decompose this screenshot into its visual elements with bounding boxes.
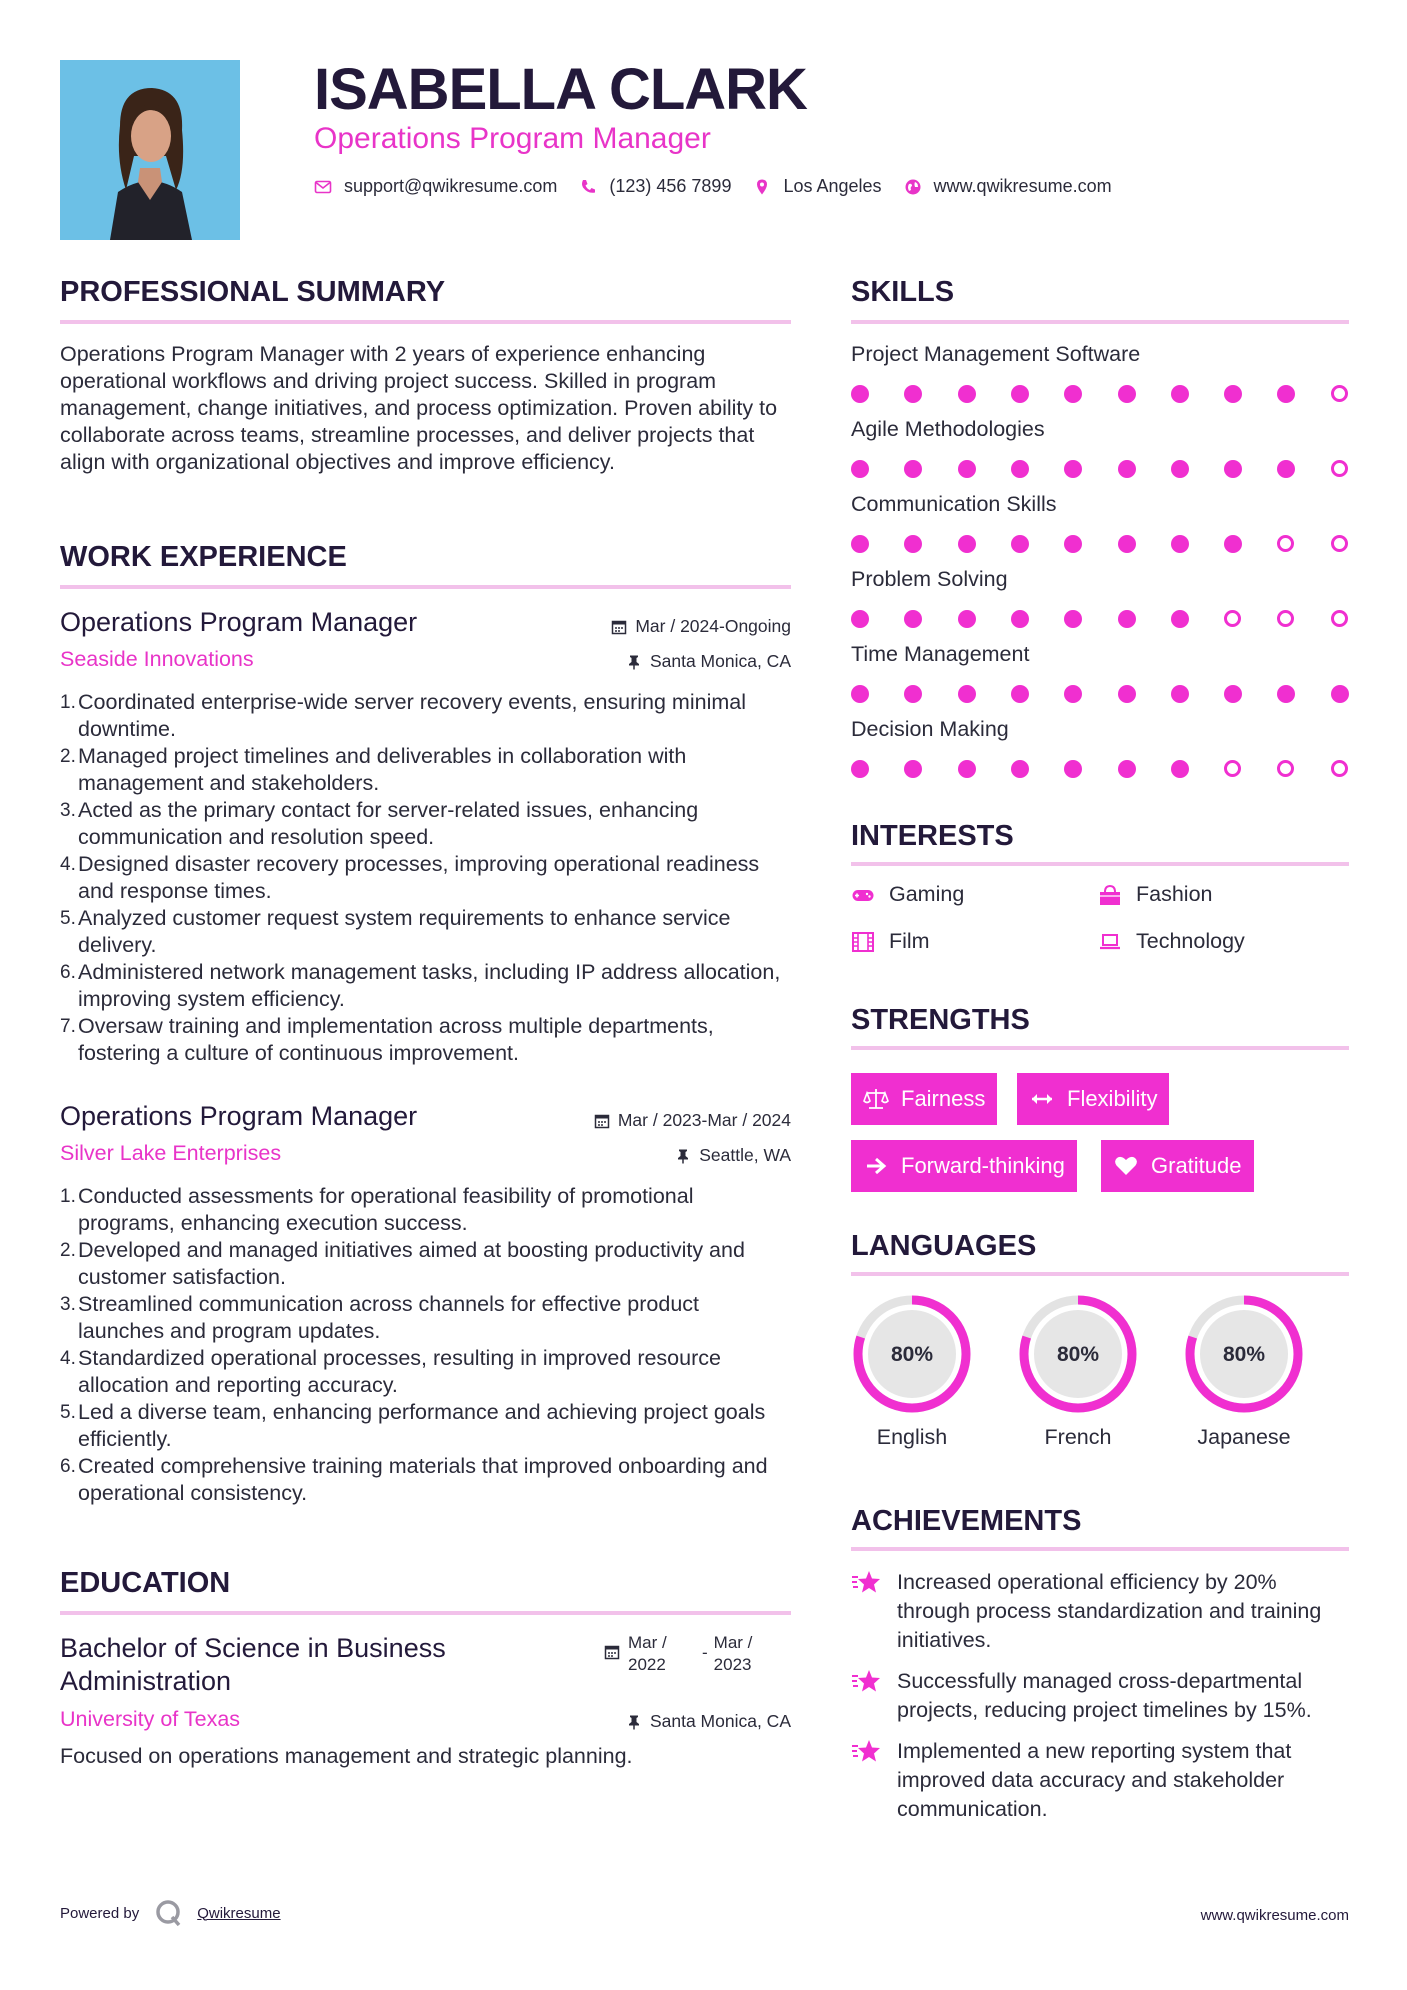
skill-rating — [851, 535, 1349, 555]
pushpin-icon — [675, 1148, 691, 1164]
date-separator: - — [702, 1643, 708, 1662]
bullet-item — [60, 1183, 791, 1237]
language-name: French — [1044, 1425, 1112, 1449]
skills-divider — [851, 320, 1349, 324]
strength-label: Gratitude — [1151, 1153, 1242, 1178]
skill-rating — [851, 760, 1349, 780]
rating-dot-filled — [1011, 460, 1029, 478]
balance-scale-icon — [863, 1086, 889, 1112]
interest-fashion — [1098, 882, 1213, 907]
rating-dot-filled — [1118, 535, 1136, 553]
achievement-item — [851, 1568, 1349, 1655]
achievements-heading: ACHIEVEMENTS — [851, 1505, 1082, 1537]
rating-dot-empty — [1224, 610, 1241, 627]
rating-dot-filled — [1011, 385, 1029, 403]
rating-dot-filled — [1171, 685, 1189, 703]
bullet-number: 2. — [60, 746, 76, 767]
strength-flexibility — [1017, 1073, 1169, 1125]
summary-heading: PROFESSIONAL SUMMARY — [60, 276, 446, 308]
achievement-text: Implemented a new reporting system that improved data accuracy and stakeholder communication. — [897, 1739, 1292, 1821]
bullet-item — [60, 851, 791, 905]
candidate-role: Operations Program Manager — [314, 122, 711, 155]
rating-dot-filled — [1011, 535, 1029, 553]
job-location — [626, 651, 791, 672]
end-date: Mar / 2023 — [713, 1633, 753, 1674]
rating-dot-filled — [851, 385, 869, 403]
skill-name: Decision Making — [851, 717, 1009, 741]
skill-row — [851, 642, 1349, 705]
interests-heading: INTERESTS — [851, 820, 1014, 852]
strength-fairness — [851, 1073, 997, 1125]
skill-row — [851, 717, 1349, 780]
bullet-number: 3. — [60, 1294, 76, 1315]
pushpin-icon — [626, 1714, 642, 1730]
education-dates — [604, 1632, 784, 1676]
rating-dot-empty — [1331, 535, 1348, 552]
bullet-text: Administered network management tasks, including IP address allocation, improving system efficiency. — [78, 960, 781, 1011]
language-item — [851, 1293, 973, 1450]
rating-dot-empty — [1224, 760, 1241, 777]
bullet-number: 6. — [60, 962, 76, 983]
email-text: support@qwikresume.com — [344, 176, 558, 196]
rating-dot-filled — [1331, 685, 1349, 703]
education-heading: EDUCATION — [60, 1567, 231, 1599]
rating-dot-empty — [1331, 460, 1348, 477]
rating-dot-empty — [1331, 760, 1348, 777]
bullet-text: Conducted assessments for operational feasibility of promotional programs, enhancing execution success. — [78, 1184, 694, 1235]
rating-dot-empty — [1277, 760, 1294, 777]
skill-name: Communication Skills — [851, 492, 1057, 516]
bullet-item — [60, 959, 791, 1013]
school-name: University of Texas — [60, 1707, 241, 1731]
skill-row — [851, 417, 1349, 480]
heart-icon — [1113, 1153, 1139, 1179]
education-location — [626, 1711, 791, 1732]
star-icon — [851, 1667, 883, 1697]
bullet-text: Developed and managed initiatives aimed at boosting productivity and customer satisfaction. — [78, 1238, 745, 1289]
rating-dot-filled — [1118, 685, 1136, 703]
rating-dot-filled — [1011, 760, 1029, 778]
skill-row — [851, 492, 1349, 555]
language-percent: 80% — [1056, 1343, 1100, 1366]
rating-dot-filled — [1224, 460, 1242, 478]
achievement-item — [851, 1667, 1349, 1725]
bullet-number: 5. — [60, 908, 76, 929]
job-location — [675, 1145, 791, 1166]
right-column — [851, 0, 1349, 1990]
calendar-icon — [594, 1113, 610, 1129]
rating-dot-filled — [1277, 685, 1295, 703]
rating-dot-filled — [958, 760, 976, 778]
rating-dot-filled — [1171, 535, 1189, 553]
location-text: Santa Monica, CA — [649, 651, 791, 671]
rating-dot-filled — [851, 760, 869, 778]
rating-dot-filled — [851, 610, 869, 628]
bullet-number: 6. — [60, 1456, 76, 1477]
location-text: Seattle, WA — [699, 1145, 791, 1165]
rating-dot-filled — [904, 385, 922, 403]
rating-dot-filled — [958, 685, 976, 703]
rating-dot-empty — [1277, 610, 1294, 627]
skills-heading: SKILLS — [851, 276, 955, 308]
bullet-number: 3. — [60, 800, 76, 821]
arrows-horizontal-icon — [1029, 1086, 1055, 1112]
bullet-item — [60, 1399, 791, 1453]
summary-text: Operations Program Manager with 2 years of experience enhancing operational workflows and driving project success. Skilled in program management, change initiatives, and process optimization. Proven ability to collaborate across teams, streamline processes, and deliver projects that align with organizational objectives and improve efficiency. — [60, 342, 778, 474]
skill-rating — [851, 385, 1349, 405]
rating-dot-empty — [1277, 535, 1294, 552]
rating-dot-filled — [1118, 760, 1136, 778]
bullet-item — [60, 1237, 791, 1291]
bullet-text: Designed disaster recovery processes, improving operational readiness and response times. — [78, 852, 760, 903]
qwikresume-logo-icon — [153, 1898, 183, 1928]
rating-dot-filled — [1224, 535, 1242, 553]
work-heading: WORK EXPERIENCE — [60, 541, 347, 573]
rating-dot-filled — [958, 385, 976, 403]
rating-dot-filled — [1064, 385, 1082, 403]
language-progress-ring — [1017, 1293, 1139, 1415]
rating-dot-filled — [1171, 385, 1189, 403]
powered-by-text: Powered by — [60, 1904, 140, 1922]
interest-film — [851, 929, 930, 954]
rating-dot-empty — [1331, 385, 1348, 402]
rating-dot-filled — [1011, 685, 1029, 703]
rating-dot-filled — [851, 460, 869, 478]
rating-dot-filled — [1277, 460, 1295, 478]
skill-name: Problem Solving — [851, 567, 1008, 591]
brand-link[interactable]: Qwikresume — [197, 1904, 281, 1922]
star-icon — [851, 1737, 883, 1767]
language-item — [1017, 1293, 1139, 1450]
star-icon — [851, 1568, 883, 1598]
bullet-text: Managed project timelines and deliverables in collaboration with management and stakeholders. — [78, 744, 687, 795]
achievement-text: Increased operational efficiency by 20% through process standardization and training initiatives. — [897, 1570, 1322, 1652]
rating-dot-filled — [958, 460, 976, 478]
bullet-text: Oversaw training and implementation across multiple departments, fostering a culture of continuous improvement. — [78, 1014, 714, 1065]
rating-dot-filled — [1171, 760, 1189, 778]
rating-dot-filled — [958, 535, 976, 553]
rating-dot-filled — [1011, 610, 1029, 628]
arrow-right-icon — [863, 1153, 889, 1179]
location-text: Los Angeles — [783, 176, 882, 196]
shopping-bag-icon — [1098, 883, 1122, 907]
language-item — [1183, 1293, 1305, 1450]
bullet-text: Acted as the primary contact for server-related issues, enhancing communication and resolution speed. — [78, 798, 699, 849]
language-percent: 80% — [1222, 1343, 1266, 1366]
bullet-item — [60, 689, 791, 743]
interest-label: Fashion — [1136, 882, 1213, 906]
pushpin-icon — [626, 654, 642, 670]
rating-dot-filled — [1064, 610, 1082, 628]
calendar-icon — [611, 619, 627, 635]
candidate-name: ISABELLA CLARK — [314, 57, 807, 122]
language-name: Japanese — [1197, 1425, 1291, 1449]
bullet-item — [60, 1013, 791, 1067]
bullet-item — [60, 905, 791, 959]
rating-dot-filled — [1064, 760, 1082, 778]
rating-dot-filled — [904, 685, 922, 703]
bullet-text: Standardized operational processes, resulting in improved resource allocation and reporting accuracy. — [78, 1346, 721, 1397]
language-percent: 80% — [890, 1343, 934, 1366]
interests-divider — [851, 862, 1349, 866]
job-title: Operations Program Manager — [60, 607, 418, 637]
interest-technology — [1098, 929, 1245, 954]
location-text: Santa Monica, CA — [649, 1711, 791, 1731]
skill-name: Agile Methodologies — [851, 417, 1045, 441]
laptop-icon — [1098, 930, 1122, 954]
achievement-text: Successfully managed cross-departmental projects, reducing project timelines by 15%. — [897, 1669, 1312, 1722]
interest-gaming — [851, 882, 964, 907]
strength-label: Flexibility — [1067, 1086, 1158, 1111]
rating-dot-filled — [904, 760, 922, 778]
interest-label: Gaming — [889, 882, 965, 906]
film-icon — [851, 930, 875, 954]
strength-forward-thinking — [851, 1140, 1077, 1192]
rating-dot-filled — [904, 460, 922, 478]
skill-name: Time Management — [851, 642, 1030, 666]
rating-dot-filled — [904, 610, 922, 628]
interest-label: Technology — [1136, 929, 1245, 953]
start-date: Mar / 2022 — [628, 1633, 667, 1674]
skill-rating — [851, 685, 1349, 705]
languages-divider — [851, 1272, 1349, 1276]
bullet-item — [60, 1345, 791, 1399]
bullet-number: 4. — [60, 854, 76, 875]
calendar-icon — [604, 1644, 620, 1660]
job-bullets — [60, 689, 791, 1067]
job-dates — [594, 1110, 791, 1131]
rating-dot-filled — [1064, 685, 1082, 703]
strength-label: Fairness — [901, 1086, 986, 1111]
bullet-number: 5. — [60, 1402, 76, 1423]
rating-dot-filled — [1171, 610, 1189, 628]
rating-dot-filled — [1118, 610, 1136, 628]
rating-dot-filled — [851, 685, 869, 703]
footer-powered — [60, 1898, 281, 1928]
bullet-number: 2. — [60, 1240, 76, 1261]
strengths-divider — [851, 1046, 1349, 1050]
interest-label: Film — [889, 929, 930, 953]
bullet-number: 4. — [60, 1348, 76, 1369]
language-progress-ring — [851, 1293, 973, 1415]
bullet-text: Created comprehensive training materials that improved onboarding and operational consistency. — [78, 1454, 768, 1505]
phone-text: (123) 456 7899 — [609, 176, 732, 196]
rating-dot-filled — [1118, 385, 1136, 403]
strength-label: Forward-thinking — [901, 1153, 1065, 1178]
gamepad-icon — [851, 883, 875, 907]
job-bullets — [60, 1183, 791, 1507]
rating-dot-filled — [1064, 535, 1082, 553]
bullet-item — [60, 743, 791, 797]
skill-rating — [851, 460, 1349, 480]
education-divider — [60, 1611, 791, 1615]
rating-dot-filled — [1277, 385, 1295, 403]
rating-dot-filled — [1171, 460, 1189, 478]
skill-rating — [851, 610, 1349, 630]
bullet-number: 1. — [60, 1186, 76, 1207]
job-title: Operations Program Manager — [60, 1101, 418, 1131]
rating-dot-filled — [1118, 460, 1136, 478]
strengths-heading: STRENGTHS — [851, 1004, 1030, 1036]
rating-dot-empty — [1331, 610, 1348, 627]
bullet-item — [60, 1453, 791, 1507]
dates-text: Mar / 2023-Mar / 2024 — [617, 1110, 791, 1130]
summary-divider — [60, 320, 791, 324]
rating-dot-filled — [904, 535, 922, 553]
skill-row — [851, 567, 1349, 630]
achievements-divider — [851, 1547, 1349, 1551]
job-dates — [611, 616, 791, 637]
rating-dot-filled — [1064, 460, 1082, 478]
work-divider — [60, 585, 791, 589]
bullet-text: Analyzed customer request system requirements to enhance service delivery. — [78, 906, 731, 957]
degree-title: Bachelor of Science in Business Administration — [60, 1633, 446, 1696]
rating-dot-filled — [1224, 685, 1242, 703]
bullet-text: Led a diverse team, enhancing performance and achieving project goals efficiently. — [78, 1400, 766, 1451]
rating-dot-filled — [958, 610, 976, 628]
bullet-text: Coordinated enterprise-wide server recovery events, ensuring minimal downtime. — [78, 690, 746, 741]
language-name: English — [876, 1425, 948, 1449]
rating-dot-filled — [1224, 385, 1242, 403]
bullet-number: 1. — [60, 692, 76, 713]
bullet-item — [60, 797, 791, 851]
education-description: Focused on operations management and strategic planning. — [60, 1744, 633, 1768]
company-name: Seaside Innovations — [60, 647, 254, 671]
company-name: Silver Lake Enterprises — [60, 1141, 282, 1165]
language-progress-ring — [1183, 1293, 1305, 1415]
dates-text: Mar / 2024-Ongoing — [635, 616, 791, 636]
bullet-text: Streamlined communication across channels for effective product launches and program updates. — [78, 1292, 700, 1343]
website-text: www.qwikresume.com — [933, 176, 1112, 196]
left-column — [60, 0, 791, 1990]
footer-url[interactable]: www.qwikresume.com — [1200, 1907, 1349, 1924]
skill-row — [851, 342, 1349, 405]
languages-heading: LANGUAGES — [851, 1230, 1037, 1262]
strength-gratitude — [1101, 1140, 1254, 1192]
achievement-item — [851, 1737, 1349, 1824]
skill-name: Project Management Software — [851, 342, 1141, 366]
bullet-number: 7. — [60, 1016, 76, 1037]
rating-dot-filled — [851, 535, 869, 553]
bullet-item — [60, 1291, 791, 1345]
